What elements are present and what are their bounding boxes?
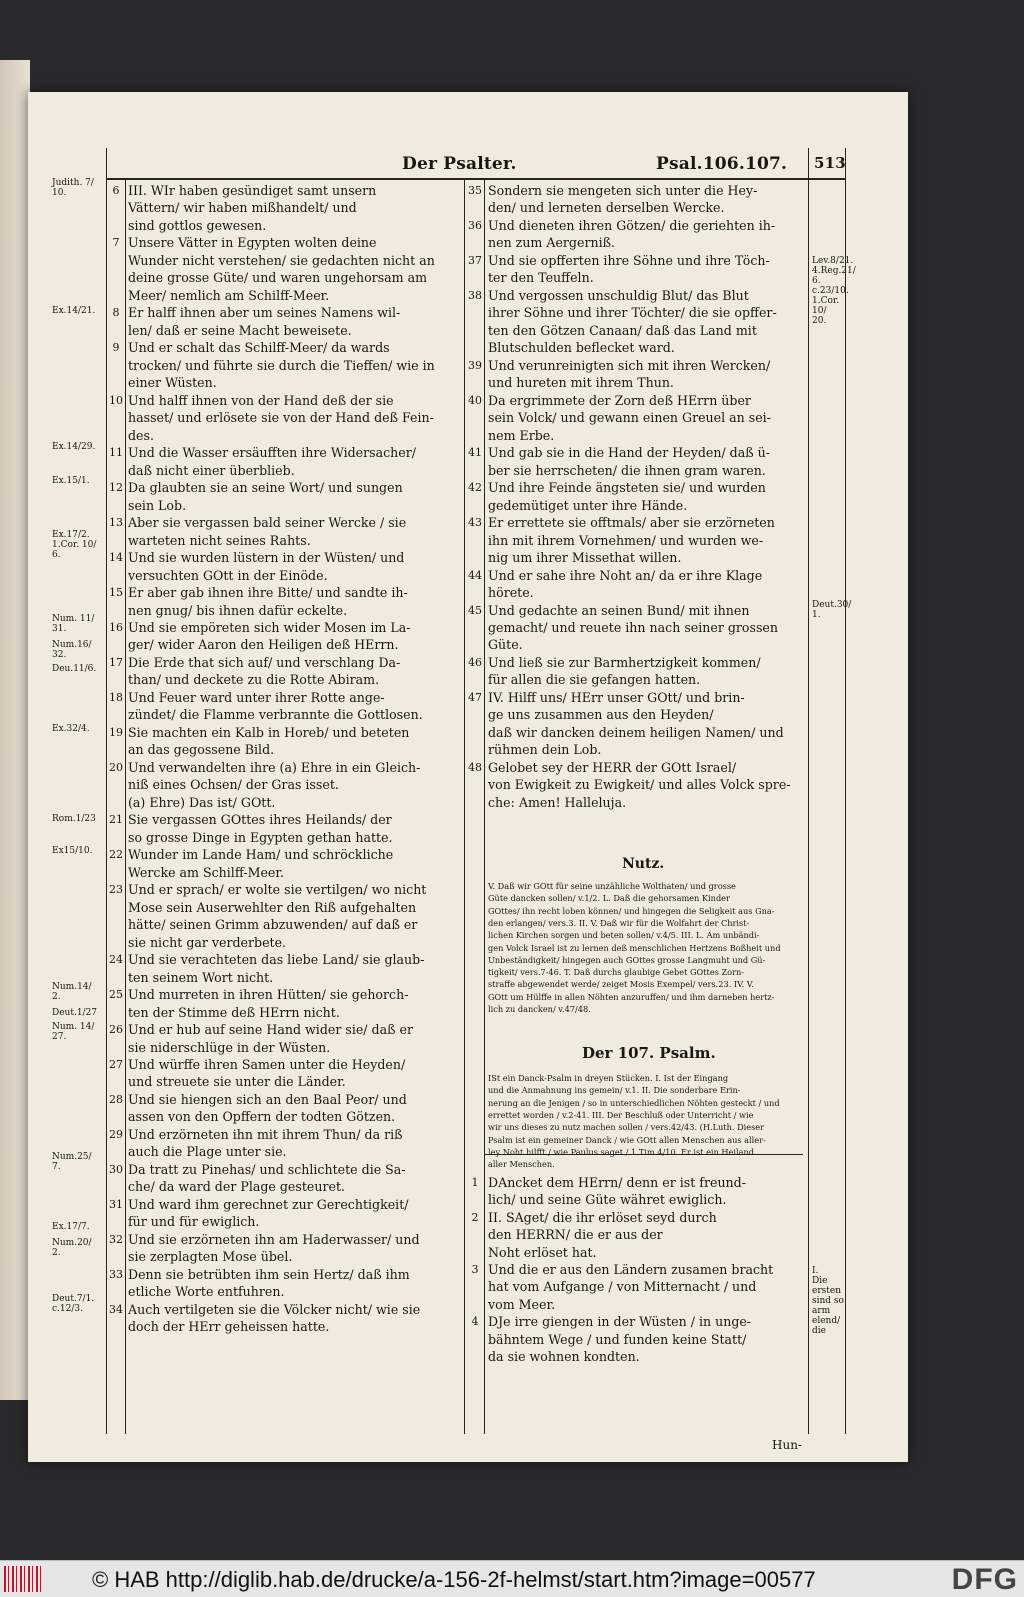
verse-line: zündet/ die Flamme verbrannte die Gottlosen. [128, 707, 423, 723]
verse-line: trocken/ und führte sie durch die Tieffen/ wie in [128, 357, 435, 373]
verse-line: rühmen dein Lob. [488, 742, 602, 758]
verse-number: 34 [109, 1302, 123, 1316]
verse-number: 16 [109, 621, 123, 634]
verse-number: 39 [468, 358, 482, 372]
nutz-line: den erlangen/ vers.3. II. V. Daß wir für die Wolfahrt der Christ- [488, 917, 750, 928]
margin-reference: Ex.15/1. [52, 476, 90, 486]
nutz-line: GOtt um Hülffe in allen Nöhten anzuruffen/ und ihm darneben hertz- [488, 991, 775, 1002]
verse-line: Und verwandelten ihre (a) Ehre in ein Gleich- [128, 759, 421, 775]
verse-line: Und sie erzörneten ihn am Haderwasser/ und [128, 1231, 420, 1247]
verse-line: gedemütiget unter ihre Hände. [488, 497, 688, 513]
verse-line: nem Erbe. [488, 427, 555, 443]
scanned-page [28, 92, 908, 1462]
verse-line: nig um ihrer Missethat willen. [488, 550, 682, 566]
verse-line: Wercke am Schilff-Meer. [128, 864, 285, 880]
verse-number: 44 [468, 568, 482, 582]
verse-line: Und er schalt das Schilff-Meer/ da wards [128, 340, 390, 356]
verse-line: versuchten GOtt in der Einöde. [128, 567, 328, 583]
verse-line: Er halff ihnen aber um seines Namens wil- [128, 305, 401, 321]
verse-line: ihrer Söhne und ihrer Töchter/ die sie opffer- [488, 305, 777, 321]
verse-number: 14 [109, 551, 123, 565]
margin-reference: Ex.32/4. [52, 724, 90, 734]
verse-line: daß nicht einer überblieb. [128, 462, 295, 478]
verse-line: assen von den Opffern der todten Götzen. [128, 1109, 396, 1125]
verse-line: Sie machten ein Kalb in Horeb/ und beteten [128, 724, 410, 740]
summary-line: und die Anmahnung ins gemein/ v.1. II. Die sonderbare Erin- [488, 1085, 741, 1096]
margin-reference: Num.14/ 2. [52, 982, 92, 1002]
verse-number: 32 [109, 1232, 123, 1246]
adjacent-page-edge [0, 60, 30, 1400]
verse-line: sie nicht gar verderbete. [128, 934, 287, 950]
verse-line: lich/ und seine Güte währet ewiglich. [488, 1192, 727, 1208]
margin-reference: Ex.17/2. 1.Cor. 10/ 6. [52, 530, 97, 560]
verse-number: 26 [109, 1023, 123, 1037]
verse-number: 23 [109, 883, 123, 897]
verse-line: Da tratt zu Pinehas/ und schlichtete die Sa- [128, 1161, 406, 1177]
verse-number: 20 [109, 760, 123, 774]
margin-reference: Deu.11/6. [52, 664, 97, 674]
verse-number: 25 [109, 988, 123, 1002]
verse-line: Wunder nicht verstehen/ sie gedachten nicht an [128, 252, 435, 268]
verse-number: 18 [109, 690, 123, 704]
verse-line: für allen die sie gefangen hatten. [488, 672, 701, 688]
margin-reference: Num.20/ 2. [52, 1238, 92, 1258]
verse-line: Noht erlöset hat. [488, 1244, 597, 1260]
verse-line: hörete. [488, 585, 534, 601]
verse-line: Denn sie betrübten ihm sein Hertz/ daß ihm [128, 1266, 410, 1282]
verse-line: ger/ wider Aaron den Heiligen deß HErrn. [128, 637, 399, 653]
summary-line: ley Noht hilfft / wie Paulus saget / 1.Tim.4/10. Er ist ein Heiland [488, 1146, 755, 1157]
verse-number: 45 [468, 603, 482, 617]
verse-line: IV. Hilff uns/ HErr unser GOtt/ und brin- [488, 689, 745, 705]
verse-line: doch der HErr geheissen hatte. [128, 1319, 330, 1335]
verse-number: 33 [109, 1267, 123, 1281]
verse-line: Und sie verachteten das liebe Land/ sie glaub- [128, 952, 425, 968]
verse-line: den HERRN/ die er aus der [488, 1227, 663, 1243]
nutz-line: GOttes/ ihn recht loben können/ und hingegen die Seligkeit aus Gna- [488, 905, 775, 916]
verse-line: Und ließ sie zur Barmhertzigkeit kommen/ [488, 654, 761, 670]
verse-line: sind gottlos gewesen. [128, 217, 267, 233]
verse-line: Und sie opfferten ihre Söhne und ihre Töch- [488, 252, 770, 268]
verse-number: 24 [109, 953, 123, 967]
verse-line: den/ und lerneten derselben Wercke. [488, 200, 725, 216]
verse-line: Unsere Vätter in Egypten wolten deine [128, 235, 377, 251]
psalm-reference: Psal.106.107. [656, 154, 788, 174]
nutz-line: lichen Kirchen sorgen und beten sollen/ v.4/5. III. L. Am unbändi- [488, 930, 760, 941]
verse-line: Und verunreinigten sich mit ihren Wercken/ [488, 357, 771, 373]
nutz-line: tigkeit/ vers.7-46. T. Daß durchs glaubige Gebet GOttes Zorn- [488, 967, 745, 978]
verse-number: 46 [468, 655, 482, 669]
verse-number: 35 [468, 184, 482, 197]
verse-number: 31 [109, 1197, 123, 1211]
verse-line: niß eines Ochsen/ der Gras isset. [128, 777, 339, 793]
verse-line: than/ und deckete zu die Rotte Abiram. [128, 672, 380, 688]
verse-line: Mose sein Auserwehlter den Riß aufgehalten [128, 899, 417, 915]
verse-line: des. [128, 427, 154, 443]
verse-line: Und gedachte an seinen Bund/ mit ihnen [488, 602, 750, 618]
margin-reference: Num. 14/ 27. [52, 1022, 95, 1042]
verse-number: 8 [112, 306, 120, 320]
verse-number: 30 [109, 1162, 123, 1176]
verse-line: Und gab sie in die Hand der Heyden/ daß ü- [488, 445, 771, 461]
dfg-logo: DFG [951, 1563, 1018, 1596]
footer-bar [0, 1560, 1024, 1597]
print-frame [52, 148, 856, 1452]
verse-line: ihn mit ihrem Vornehmen/ und wurden we- [488, 532, 764, 548]
verse-line: Und sie empöreten sich wider Mosen im La- [128, 620, 411, 635]
margin-reference: Ex15/10. [52, 846, 93, 856]
left-margin-rule [106, 148, 107, 1434]
verse-line: Da ergrimmete der Zorn deß HErrn über [488, 392, 751, 408]
summary-line: errettet worden / v.2-41. III. Der Beschluß oder Unterricht / wie [488, 1109, 754, 1120]
verse-line: sie zerplagten Mose übel. [128, 1249, 293, 1265]
verse-line: gemacht/ und reuete ihn nach seiner grossen [488, 620, 779, 635]
verse-line: etliche Worte entfuhren. [128, 1284, 285, 1300]
verse-line: ten den Götzen Canaan/ daß das Land mit [488, 322, 757, 338]
footer-url[interactable]: © HAB http://diglib.hab.de/drucke/a-156-2f-helmst/start.htm?image=00577 [92, 1567, 816, 1592]
verse-line: Sondern sie mengeten sich unter die Hey- [488, 183, 758, 198]
verse-line: Die Erde that sich auf/ und verschlang Da- [128, 654, 401, 670]
summary-line: nerung an die Jenigen / so in unterschiedlichen Nöhten gesteckt / und [488, 1097, 780, 1108]
verse-line: Und dieneten ihren Götzen/ die geriehten ih- [488, 217, 776, 233]
verse-number: 29 [109, 1127, 123, 1141]
verse-line: Und sie wurden lüstern in der Wüsten/ und [128, 550, 405, 566]
column-rule-right [484, 178, 485, 1434]
verse-line: (a) Ehre) Das ist/ GOtt. [128, 794, 276, 810]
verse-line: Und die Wasser ersäufften ihre Widersacher/ [128, 445, 416, 461]
verse-line: Und ward ihm gerechnet zur Gerechtigkeit/ [128, 1196, 409, 1212]
verse-number: 38 [468, 288, 482, 302]
margin-reference: Ex.17/7. [52, 1222, 90, 1232]
verse-number: 3 [471, 1263, 479, 1276]
catchword: Hun- [772, 1438, 802, 1452]
verse-number: 9 [112, 341, 120, 355]
verse-line: Gelobet sey der HERR der GOtt Israel/ [488, 759, 737, 775]
verse-line: daß wir dancken deinem heiligen Namen/ und [488, 724, 784, 740]
verse-line: nen gnug/ bis ihnen dafür eckelte. [128, 602, 348, 618]
verse-number: 19 [109, 725, 123, 739]
verse-line: Und murreten in ihren Hütten/ sie gehorch- [128, 987, 409, 1003]
page-number: 513 [814, 154, 846, 172]
verse-line: für und für ewiglich. [128, 1214, 260, 1230]
verse-number: 47 [468, 690, 482, 704]
summary-line: Psalm ist ein gemeiner Danck / wie GOtt allen Menschen aus aller- [488, 1134, 766, 1145]
margin-reference: Ex.14/29. [52, 442, 96, 452]
verse-line: Sie vergassen GOttes ihres Heilands/ der [128, 812, 392, 828]
margin-reference: Num.25/ 7. [52, 1152, 92, 1172]
verse-number: 17 [109, 655, 123, 669]
verse-line: ten der Stimme deß HErrn nicht. [128, 1004, 340, 1020]
hab-barcode-icon [4, 1566, 44, 1592]
verse-line: ge uns zusammen aus den Heyden/ [488, 707, 714, 723]
verse-line: so grosse Dinge in Egypten gethan hatte. [128, 829, 393, 845]
verse-number: 12 [109, 481, 123, 495]
verse-line: Und erzörneten ihn mit ihrem Thun/ da riß [128, 1126, 403, 1142]
verse-line: hasset/ und erlösete sie von der Hand deß Fein- [128, 410, 434, 426]
verse-number: 21 [109, 813, 123, 827]
margin-reference: Deut.30/ 1. [812, 600, 852, 620]
nutz-line: straffe abgewendet werde/ zeiget Mosis Exempel/ vers.23. IV. V. [488, 979, 754, 990]
verse-line: DJe irre giengen in der Wüsten / in unge- [488, 1314, 752, 1330]
verse-line: Und vergossen unschuldig Blut/ das Blut [488, 287, 749, 303]
verse-line: einer Wüsten. [128, 375, 217, 391]
verse-number: 37 [468, 253, 482, 267]
verse-line: Er aber gab ihnen ihre Bitte/ und sandte ih- [128, 585, 408, 601]
verse-number: 13 [109, 516, 123, 530]
nutz-line: gen Volck Israel ist zu lernen deß menschlichen Hertzens Boßheit und [488, 942, 781, 953]
verse-line: Und er sahe ihre Noht an/ da er ihre Klage [488, 567, 763, 583]
verse-line: bähntem Wege / und funden keine Statt/ [488, 1331, 747, 1347]
margin-reference: Num.16/ 32. [52, 640, 92, 660]
verse-line: Und er hub auf seine Hand wider sie/ daß er [128, 1022, 414, 1038]
verse-line: Vättern/ wir haben mißhandelt/ und [128, 200, 357, 216]
verse-number: 1 [471, 1176, 479, 1189]
summary-line: wir uns dieses zu nutz machen sollen / vers.42/43. (H.Luth. Dieser [488, 1122, 765, 1133]
margin-reference: Lev.8/21. 4.Reg.21/ 6. c.23/10. 1.Cor. 10/ 20. [812, 256, 856, 326]
verse-line: sein Volck/ und gewann einen Greuel an sei- [488, 410, 771, 426]
column-rule-left [464, 178, 465, 1434]
verse-line: Und die er aus den Ländern zusamen bracht [488, 1262, 774, 1277]
nutz-line: lich zu dancken/ v.47/48. [488, 1004, 591, 1014]
verse-number: 7 [112, 236, 120, 250]
verse-number: 11 [109, 446, 123, 460]
verse-line: hätte/ seinen Grimm abzuwenden/ auf daß er [128, 917, 418, 933]
verse-line: Und er sprach/ er wolte sie vertilgen/ wo nicht [128, 882, 427, 898]
verse-line: ter den Teuffeln. [488, 270, 594, 286]
margin-reference: Deut.1/27 [52, 1008, 98, 1018]
verse-line: da sie wohnen kondten. [488, 1349, 640, 1364]
verse-line: Auch vertilgeten sie die Völcker nicht/ wie sie [128, 1301, 421, 1317]
verse-number: 6 [112, 184, 120, 197]
verse-line: vom Meer. [488, 1296, 556, 1312]
verse-line: sie niderschlüge in der Wüsten. [128, 1039, 331, 1055]
verse-line: che: Amen! Halleluja. [488, 794, 627, 810]
nutz-line: Güte dancken sollen/ v.1/2. L. Daß die gehorsamen Kinder [488, 893, 730, 904]
right-margin-rule [845, 148, 846, 1434]
verse-line: Und ihre Feinde ängsteten sie/ und wurden [488, 480, 766, 496]
verse-line: Und halff ihnen von der Hand deß der sie [128, 392, 394, 408]
summary-line: ISt ein Danck-Psalm in dreyen Stücken. I. Ist der Eingang [488, 1073, 729, 1083]
verse-line: DAncket dem HErrn/ denn er ist freund- [488, 1175, 746, 1190]
verse-line: und streuete sie unter die Länder. [128, 1074, 346, 1090]
psalm-107-heading: Der 107. Psalm. [582, 1044, 716, 1062]
verse-line: II. SAget/ die ihr erlöset seyd durch [488, 1209, 717, 1225]
verse-number: 4 [471, 1315, 479, 1329]
verse-line: Blutschulden beflecket ward. [488, 340, 675, 356]
verse-line: Da glaubten sie an seine Wort/ und sungen [128, 480, 403, 496]
running-title: Der Psalter. [402, 154, 517, 174]
verse-line: und hureten mit ihrem Thun. [488, 375, 674, 391]
margin-reference: Judith. 7/ 10. [52, 178, 94, 198]
verse-line: auch die Plage unter sie. [128, 1144, 287, 1160]
margin-reference: I. Die ersten sind so arm elend/ die [812, 1266, 844, 1336]
verse-line: deine grosse Güte/ und waren ungehorsam am [128, 270, 428, 286]
margin-reference: Rom.1/23 [52, 814, 96, 824]
verse-line: Und würffe ihren Samen unter die Heyden/ [128, 1057, 406, 1072]
verse-line: Und sie hiengen sich an den Baal Peor/ und [128, 1091, 407, 1107]
verse-line: Er errettete sie offtmals/ aber sie erzörneten [488, 515, 775, 531]
verse-line: warteten nicht seines Rahts. [128, 532, 311, 548]
right-column-rule [808, 148, 809, 1434]
verse-line: Meer/ nemlich am Schilff-Meer. [128, 287, 330, 303]
verse-number: 43 [468, 516, 482, 530]
verse-line: len/ daß er seine Macht beweisete. [128, 322, 352, 338]
verse-line: Güte. [488, 637, 523, 653]
verse-number: 41 [468, 446, 482, 460]
margin-reference: Num. 11/ 31. [52, 614, 95, 634]
verse-number: 36 [468, 218, 482, 232]
verse-line: Aber sie vergassen bald seiner Wercke / sie [128, 515, 407, 531]
verse-line: ten seinem Wort nicht. [128, 969, 274, 985]
header-rule-double [106, 179, 846, 180]
verse-number: 28 [109, 1092, 123, 1106]
verse-line: Wunder im Lande Ham/ und schröckliche [128, 847, 394, 863]
verse-line: III. WIr haben gesündiget samt unsern [128, 183, 377, 198]
verse-line: an das gegossene Bild. [128, 742, 275, 758]
left-verse-rule [125, 178, 126, 1434]
verse-line: ber sie herrscheten/ die ihnen gram waren. [488, 462, 766, 478]
summary-line: aller Menschen. [488, 1159, 555, 1170]
verse-number: 27 [109, 1058, 123, 1071]
nutz-line: Unbeständigkeit/ hingegen auch GOttes grosse Langmuht und Gü- [488, 954, 766, 965]
verse-line: von Ewigkeit zu Ewigkeit/ und alles Volck spre- [488, 777, 791, 793]
verse-number: 40 [468, 393, 482, 407]
verse-line: che/ da ward der Plage gesteuret. [128, 1179, 346, 1195]
verse-number: 22 [109, 848, 123, 862]
nutz-heading: Nutz. [622, 856, 665, 872]
verse-number: 15 [109, 586, 123, 600]
verse-line: sein Lob. [128, 497, 187, 513]
margin-reference: Deut.7/1. c.12/3. [52, 1294, 95, 1314]
verse-line: hat vom Aufgange / von Mitternacht / und [488, 1279, 757, 1295]
verse-line: Und Feuer ward unter ihrer Rotte ange- [128, 689, 385, 705]
verse-number: 10 [109, 393, 123, 407]
margin-reference: Ex.14/21. [52, 306, 96, 316]
nutz-line: V. Daß wir GOtt für seine unzähliche Wolthaten/ und grosse [488, 881, 736, 891]
verse-number: 42 [468, 481, 482, 495]
verse-number: 2 [471, 1210, 479, 1224]
verse-number: 48 [468, 760, 482, 774]
verse-line: nen zum Aergerniß. [488, 235, 616, 251]
